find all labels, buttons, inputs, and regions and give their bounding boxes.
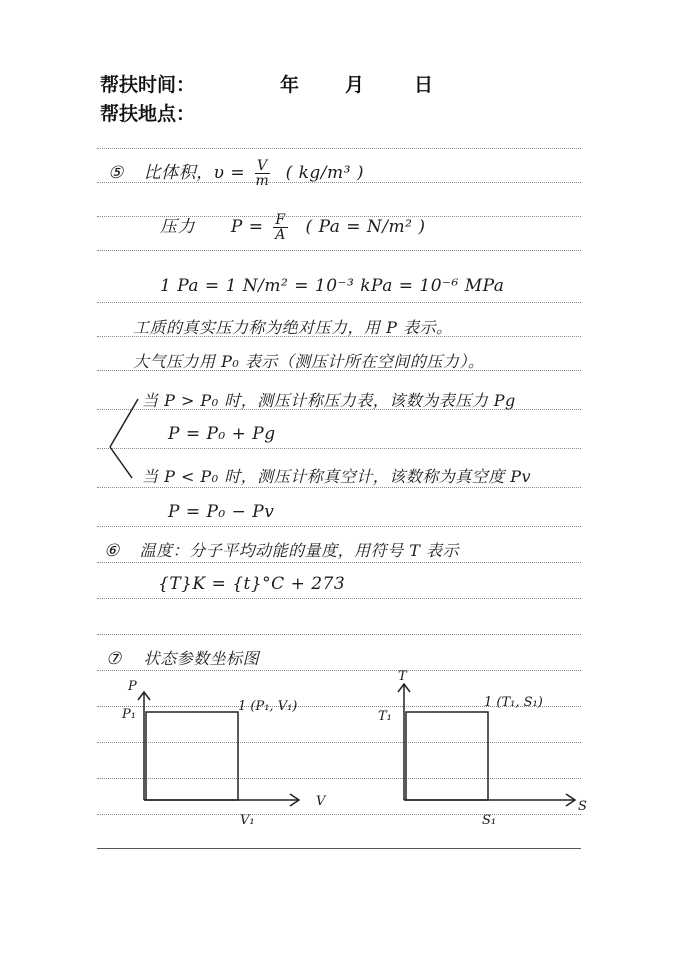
- day-label: 日: [414, 74, 434, 96]
- pressure-unit: ( Pa = N/m² ): [305, 217, 426, 237]
- state-diagram-title: 状态参数坐标图: [143, 649, 260, 668]
- ts-state-box: [406, 712, 488, 800]
- help-place-label: 帮扶地点：: [100, 103, 196, 125]
- pressure-label: 压力: [160, 217, 195, 237]
- ts-x-axis-label: S: [578, 799, 587, 814]
- pressure-lhs: P =: [230, 217, 264, 237]
- ts-state-point: 1 (T₁, S₁): [484, 695, 543, 710]
- section-6-number: ⑥: [104, 541, 120, 561]
- vacuum-equation: P = P₀ − Pv: [168, 502, 275, 522]
- month-label: 月: [345, 74, 365, 96]
- fraction-denominator: A: [275, 226, 286, 243]
- pv-state-box: [146, 712, 238, 800]
- temperature-conversion: {T}K = {t}°C + 273: [158, 574, 346, 594]
- pv-state-point: 1 (P₁, V₁): [238, 699, 298, 714]
- ts-y-tick: T₁: [378, 709, 392, 724]
- pv-x-axis-label: V: [316, 794, 326, 809]
- case-gauge-pressure: 当 P > P₀ 时，测压计称压力表，该数为表压力 Pg: [142, 391, 516, 410]
- bracket-line-lower: [110, 447, 132, 478]
- ts-x-tick: S₁: [482, 813, 497, 828]
- pv-y-tick: P₁: [122, 707, 136, 722]
- bracket-line-upper: [110, 399, 138, 447]
- case-vacuum: 当 P < P₀ 时，测压计称真空计，该数称为真空度 Pv: [142, 467, 532, 486]
- fraction-numerator: V: [257, 157, 268, 174]
- atmospheric-pressure-note: 大气压力用 P₀ 表示（测压计所在空间的压力）。: [133, 352, 485, 371]
- ts-diagram: [378, 669, 587, 828]
- pa-conversion: 1 Pa = 1 N/m² = 10⁻³ kPa = 10⁻⁶ MPa: [160, 276, 505, 296]
- fraction-numerator: F: [275, 211, 286, 228]
- pv-diagram: [121, 679, 327, 828]
- help-time-label: 帮扶时间：: [100, 74, 196, 96]
- specific-volume-unit: ( kg/m³ ): [285, 163, 364, 183]
- fraction-denominator: m: [255, 172, 270, 189]
- pv-y-axis-label: P: [128, 679, 137, 694]
- pv-x-tick: V₁: [240, 813, 255, 828]
- absolute-pressure-note: 工质的真实压力称为绝对压力，用 P 表示。: [133, 318, 453, 337]
- ts-y-axis-label: T: [398, 669, 407, 684]
- specific-volume-label: 比体积，υ =: [143, 163, 246, 183]
- gauge-pressure-equation: P = P₀ + Pg: [168, 424, 276, 444]
- temperature-definition: 温度：分子平均动能的量度，用符号 T 表示: [139, 541, 460, 560]
- section-5-number: ⑤: [108, 163, 124, 183]
- section-7-number: ⑦: [106, 649, 122, 669]
- year-label: 年: [280, 74, 300, 96]
